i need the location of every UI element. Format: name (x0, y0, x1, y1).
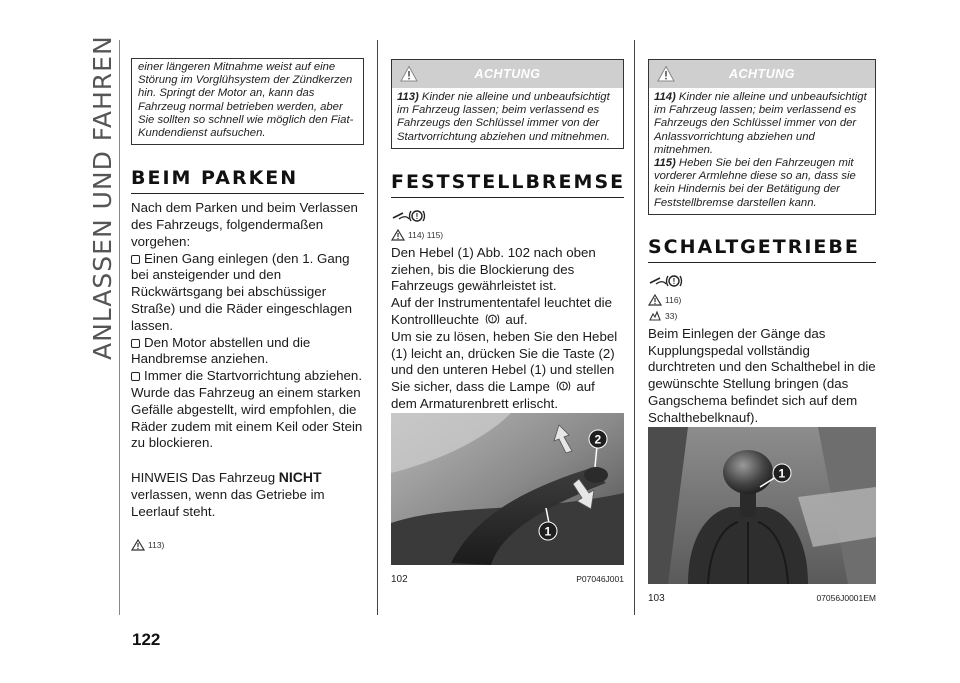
handbrake-para-2 (391, 295, 624, 329)
ref-33: 33) (665, 311, 678, 322)
caution-number-114: 114) (654, 91, 676, 103)
caution-box-114-115 (648, 59, 876, 215)
caution-text-115: Heben Sie bei den Fahrzeugen mit vorderer Armlehne diese so an, dass sie kein Hindernis bei der Betätigung der Feststellbremse darstellen kann. (654, 157, 856, 209)
caution-body (649, 88, 875, 214)
parking-instructions (131, 200, 364, 520)
bullet-square-icon (131, 372, 140, 381)
hint-prefix: HINWEIS Das Fahrzeug (131, 470, 279, 486)
brake-warning-lamp-icon (485, 313, 500, 325)
figure-code: 07056J0001EM (816, 593, 876, 603)
svg-text:!: ! (672, 277, 676, 287)
ref-113: 113) (148, 540, 165, 551)
warning-triangle-icon (400, 65, 418, 83)
warning-ref-113 (131, 539, 364, 552)
para-2-text-b: auf. (505, 312, 528, 327)
caution-number: 113) (397, 91, 419, 103)
chapter-sidebar-title (80, 35, 120, 400)
column-divider-1 (377, 40, 378, 615)
bullet-square-icon (131, 255, 140, 264)
column-2 (391, 60, 626, 585)
column-divider-2 (634, 40, 635, 615)
callout-2-label: 2 (594, 432, 602, 447)
para-3-text-b: auf dem Armaturenbrett erlischt. (391, 379, 595, 411)
heading-feststellbremse: FESTSTELLBREMSE (391, 171, 624, 198)
parking-intro: Nach dem Parken und beim Verlassen des Fahrzeugs, folgendermaßen vorgehen: (131, 200, 358, 249)
caution-body (392, 88, 623, 148)
callout-1-label: 1 (778, 466, 786, 481)
figure-code: P07046J001 (576, 574, 624, 584)
handbrake-instructions (391, 245, 624, 413)
parking-bullet-2 (131, 335, 364, 369)
caution-item-114 (654, 91, 870, 157)
hand-note-icon (648, 310, 662, 322)
bullet-square-icon (131, 339, 140, 348)
caution-header (392, 60, 623, 88)
figure-number: 102 (391, 574, 408, 585)
heading-schaltgetriebe: SCHALTGETRIEBE (648, 236, 876, 263)
chapter-title-text: ANLASSEN UND FAHREN (88, 35, 117, 360)
para-2-text-a: Auf der Instrumententafel leuchtet die Kontrollleuchte (391, 295, 613, 327)
hint-strong: NICHT (278, 469, 322, 486)
svg-text:!: ! (490, 316, 494, 324)
handbrake-para-1: Den Hebel (1) Abb. 102 nach oben ziehen, bis die Blockierung des Fahrzeugs gewährleistet ist. (391, 244, 596, 294)
handbrake-symbol-icon (648, 269, 688, 291)
para-3-text-a: Um sie zu lösen, heben Sie den Hebel (1) leicht an, drücken Sie die Taste (2) und den unteren Hebel (1) und stellen Sie sicher, dass die Lampe (391, 328, 618, 395)
bullet-2-text: Den Motor abstellen und die Handbremse anziehen. (131, 334, 311, 367)
warning-refs-114-115 (391, 229, 624, 242)
figure-103-caption (648, 593, 876, 604)
figure-103 (648, 427, 876, 604)
bullet-1-text: Einen Gang einlegen (den 1. Gang bei ansteigender und den Rückwärtsgang bei abschüssiger Straße) und die Räder eingeschlagen lassen. (131, 250, 353, 333)
caution-text: Kinder nie alleine und unbeaufsichtigt im Fahrzeug lassen; beim verlassend es Fahrzeugs den Schlüssel immer von der Startvorrichtung abziehen und mitnehmen. (397, 91, 610, 143)
caution-label: ACHTUNG (474, 67, 541, 81)
sidebar-divider (119, 40, 120, 615)
caution-item-115 (654, 157, 870, 210)
handbrake-symbol-icon (391, 204, 431, 226)
caution-label: ACHTUNG (729, 67, 795, 81)
parking-bullet-1 (131, 251, 364, 335)
column-1 (131, 60, 364, 552)
heading-beim-parken: BEIM PARKEN (131, 167, 364, 194)
figure-102 (391, 413, 624, 585)
refs-114-115: 114) 115) (408, 230, 444, 241)
svg-text:!: ! (561, 383, 565, 391)
parking-paragraph: Wurde das Fahrzeug an einem starken Gefälle abgestellt, wird empfohlen, die Räder zudem mit einem Keil oder Stein zu blockieren. (131, 384, 363, 451)
hint-suffix: verlassen, wenn das Getriebe im Leerlauf steht. (131, 486, 325, 519)
caution-box-113 (391, 59, 624, 149)
warning-triangle-icon (391, 229, 405, 241)
column-3 (648, 60, 876, 604)
continued-note-box (131, 58, 364, 145)
svg-text:!: ! (415, 212, 419, 222)
gear-lever-photo (648, 427, 876, 584)
gearbox-paragraph: Beim Einlegen der Gänge das Kupplungspedal vollständig durchtreten und den Schalthebel in die gewünschte Stellung bringen (das Gangschema befindet sich auf dem Schalthebelknauf). (648, 325, 876, 425)
bullet-3-text: Immer die Startvorrichtung abziehen. (144, 368, 363, 384)
handbrake-lever-photo (391, 413, 624, 565)
page-number: 122 (132, 630, 161, 649)
warning-triangle-icon (131, 539, 145, 551)
caution-number-115: 115) (654, 157, 676, 170)
caution-text-114: Kinder nie alleine und unbeaufsichtigt im Fahrzeug lassen; beim verlassend es Fahrzeugs den Schlüssel immer von der Anlassvorrichtung abziehen und mitnehmen. (654, 91, 867, 156)
warning-ref-116 (648, 294, 876, 307)
note-ref-33 (648, 310, 876, 323)
brake-warning-lamp-icon (556, 380, 571, 392)
parking-bullet-3 (131, 368, 364, 385)
handbrake-para-3 (391, 329, 624, 413)
figure-number: 103 (648, 593, 665, 604)
caution-header (649, 60, 875, 88)
warning-triangle-icon (648, 294, 662, 306)
note-text: einer längeren Mitnahme weist auf eine Störung im Vorglühsystem der Zündkerzen hin. Springt der Motor an, kann das Fahrzeug normal betrieben werden, aber Sie sollten so schnell wie möglich den Fiat-Kundendienst aufsuchen. (138, 61, 354, 140)
callout-1-label: 1 (544, 524, 552, 539)
ref-116: 116) (665, 295, 682, 306)
parking-hint (131, 469, 364, 520)
warning-triangle-icon (657, 65, 675, 83)
figure-102-caption (391, 574, 624, 585)
